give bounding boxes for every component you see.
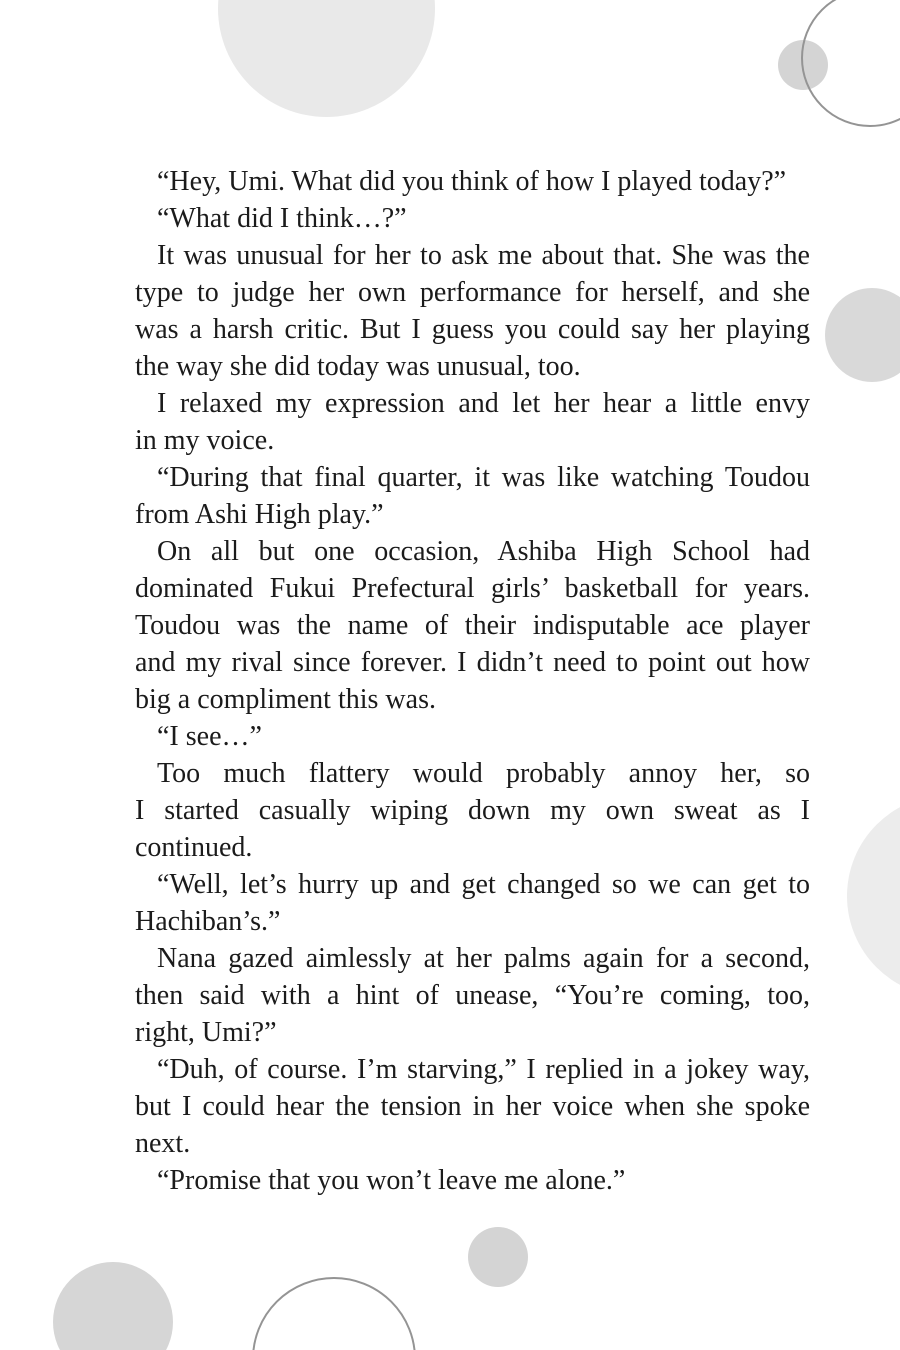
text-line: “I see…”	[157, 721, 262, 752]
text-line: “Promise that you won’t leave me alone.”	[157, 1165, 626, 1196]
text-line: next.	[135, 1128, 191, 1159]
text-line: from Ashi High play.”	[135, 499, 384, 530]
decorative-ring-top-right	[801, 0, 900, 127]
text-line: “What did I think…?”	[157, 203, 407, 234]
text-line: Too much flattery would probably annoy her, so	[157, 758, 810, 789]
decorative-ring-bottom	[252, 1277, 416, 1350]
paragraph	[135, 533, 810, 718]
paragraph	[135, 163, 810, 200]
text-line: “Well, let’s hurry up and get changed so we can get to	[157, 869, 810, 900]
text-line: right, Umi?”	[135, 1017, 277, 1048]
paragraph	[135, 718, 810, 755]
paragraph	[135, 755, 810, 866]
paragraph	[135, 866, 810, 940]
text-line: “Duh, of course. I’m starving,” I replied in a jokey way,	[157, 1054, 810, 1085]
decorative-circle-top-center	[218, 0, 435, 117]
text-line: I relaxed my expression and let her hear a little envy	[157, 388, 810, 419]
text-line: “During that final quarter, it was like watching Toudou	[157, 462, 810, 493]
paragraph	[135, 385, 810, 459]
text-line: On all but one occasion, Ashiba High School had	[157, 536, 810, 567]
text-line: and my rival since forever. I didn’t need to point out how	[135, 647, 810, 678]
decorative-circle-right-middle	[825, 288, 900, 382]
text-line: in my voice.	[135, 425, 275, 456]
text-line: I started casually wiping down my own sweat as I	[135, 795, 810, 826]
text-line: Toudou was the name of their indisputable ace player	[135, 610, 810, 641]
paragraph	[135, 940, 810, 1051]
text-line: It was unusual for her to ask me about that. She was the	[157, 240, 810, 271]
text-line: continued.	[135, 832, 253, 863]
text-line: “Hey, Umi. What did you think of how I played today?”	[157, 166, 787, 197]
text-line: the way she did today was unusual, too.	[135, 351, 581, 382]
paragraph	[135, 237, 810, 385]
paragraph	[135, 1051, 810, 1162]
text-line: Nana gazed aimlessly at her palms again for a second,	[157, 943, 810, 974]
decorative-circle-bottom-left	[53, 1262, 173, 1350]
text-line: but I could hear the tension in her voice when she spoke	[135, 1091, 810, 1122]
text-line: dominated Fukui Prefectural girls’ basketball for years.	[135, 573, 810, 604]
text-block	[135, 163, 810, 1199]
paragraph	[135, 459, 810, 533]
paragraph	[135, 1162, 810, 1199]
text-line: type to judge her own performance for herself, and she	[135, 277, 810, 308]
text-line: big a compliment this was.	[135, 684, 436, 715]
paragraph	[135, 200, 810, 237]
decorative-circle-bottom-small	[468, 1227, 528, 1287]
decorative-circle-right-lower	[847, 795, 900, 997]
text-line: Hachiban’s.”	[135, 906, 281, 937]
text-line: was a harsh critic. But I guess you could say her playing	[135, 314, 810, 345]
text-line: then said with a hint of unease, “You’re coming, too,	[135, 980, 810, 1011]
